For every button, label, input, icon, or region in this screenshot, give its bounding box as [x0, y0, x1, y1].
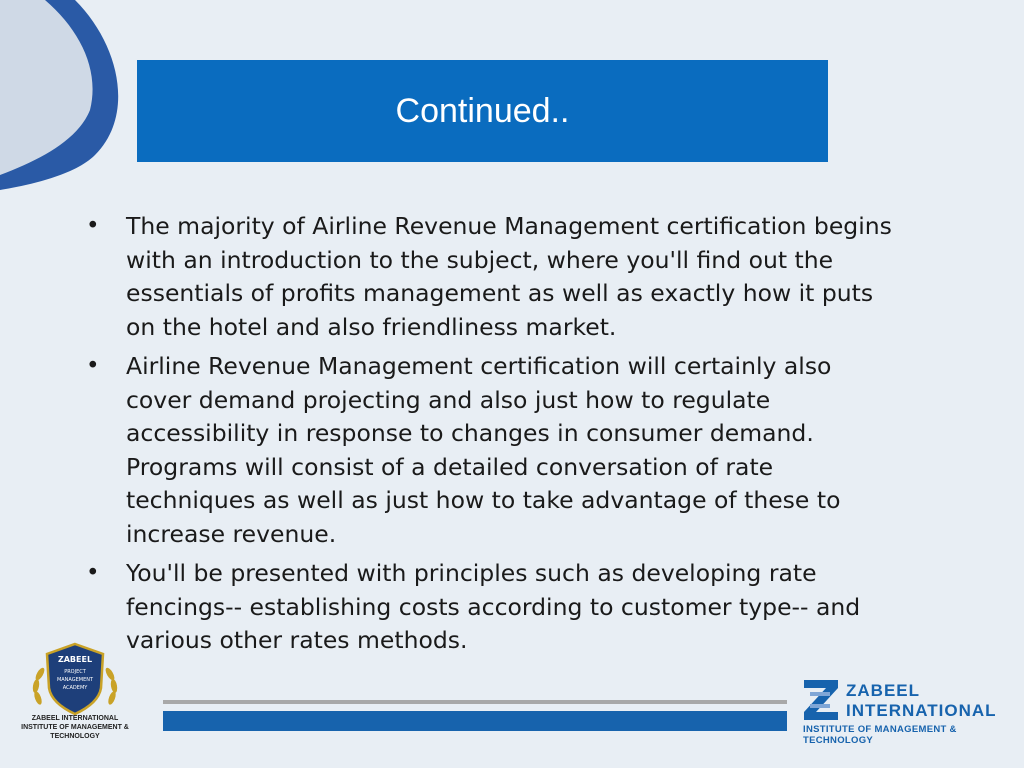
brand-line-2: INTERNATIONAL: [846, 701, 997, 720]
slide-title: Continued..: [395, 91, 570, 130]
brand-line-1: ZABEEL: [846, 681, 920, 700]
badge-line-3: MANAGEMENT: [56, 677, 94, 683]
bullet-item: [84, 210, 904, 344]
bullet-text: The majority of Airline Revenue Management certification begins with an introduction to the subject, where you'll find out the essentials of profits management as well as exactly how it puts on the hotel and also friendliness market.: [126, 212, 892, 341]
bullet-marker: •: [86, 560, 100, 586]
footer-divider-gray: [163, 700, 787, 704]
background-swoosh: [0, 0, 140, 190]
bullet-text: Airline Revenue Management certification will certainly also cover demand projecting and also just how to regulate accessibility in response to changes in consumer demand. Programs will consist of a detailed conversation of rate techniques as well as just how to take advantage of these to increase revenue.: [126, 352, 841, 548]
left-caption-line-1: ZABEEL INTERNATIONAL: [31, 715, 119, 722]
badge-line-2: PROJECT: [64, 669, 86, 675]
bullet-item: [84, 557, 904, 658]
bullet-item: [84, 350, 904, 551]
footer-divider-blue: [163, 711, 787, 731]
badge-line-4: ACADEMY: [62, 685, 88, 691]
brand-wordmark: [846, 681, 997, 721]
bullet-marker: •: [86, 353, 100, 379]
bullet-list: [84, 210, 904, 664]
badge-line-1: ZABEEL: [57, 655, 93, 664]
left-logo-caption: [0, 714, 150, 741]
left-caption-line-2: INSTITUTE OF MANAGEMENT & TECHNOLOGY: [21, 724, 129, 740]
bullet-text: You'll be presented with principles such as developing rate fencings-- establishing costs according to customer type-- and various other rates methods.: [126, 559, 861, 654]
slide-title-bar: [137, 60, 828, 162]
bullet-marker: •: [86, 213, 100, 239]
brand-subtitle: INSTITUTE OF MANAGEMENT & TECHNOLOGY: [803, 724, 957, 746]
